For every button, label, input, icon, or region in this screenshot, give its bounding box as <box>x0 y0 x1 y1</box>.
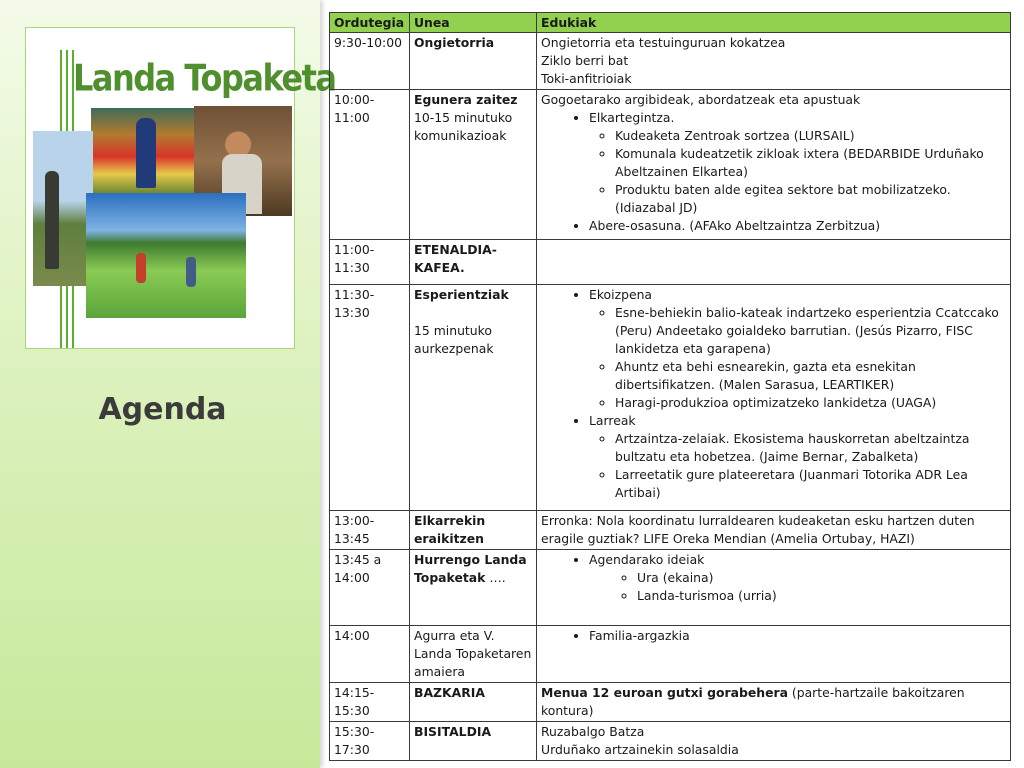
content-line: Urduñako artzainekin solasaldia <box>541 742 739 757</box>
unea-cell: BAZKARIA <box>410 683 537 722</box>
time-cell: 11:00- 11:30 <box>330 240 410 285</box>
sub-list-item: ◦ Kudeaketa Zentroak sortzea (LURSAIL) <box>615 127 1006 145</box>
list-item <box>589 412 1006 502</box>
logo-title: Landa Topaketa <box>73 56 336 100</box>
landa-topaketa-logo <box>25 27 336 349</box>
sub-list <box>589 127 1006 217</box>
table-row <box>330 683 1011 722</box>
shepherd-photo <box>33 131 93 286</box>
list-item: • Abere-osasuna. (AFAko Abeltzaintza Zerbitzua) <box>589 217 1006 235</box>
unea-rest: …. <box>485 570 506 585</box>
agenda-heading: Agenda <box>98 392 227 427</box>
agenda-table <box>329 12 1011 761</box>
table-row <box>330 285 1011 511</box>
sub-list <box>589 304 1006 412</box>
edukiak-cell <box>537 90 1011 240</box>
rice-field-photo <box>86 193 246 318</box>
list-item-text: Ekoizpena <box>589 287 653 302</box>
unea-rest: 10-15 minutuko komunikazioak <box>414 110 513 143</box>
bullet-list <box>541 286 1006 502</box>
content-line: Ziklo berri bat <box>541 53 629 68</box>
time-cell: 14:00 <box>330 626 410 683</box>
edukiak-cell <box>537 240 1011 285</box>
table-row <box>330 722 1011 761</box>
content-rest: (parte-hartzaile bakoitzaren kontura) <box>541 685 965 718</box>
edukiak-cell <box>537 722 1011 761</box>
list-item-text: Agendarako ideiak <box>589 552 705 567</box>
edukiak-cell <box>537 683 1011 722</box>
unea-cell: Agurra eta V. Landa Topaketaren amaiera <box>410 626 537 683</box>
bullet-list <box>541 551 1006 605</box>
unea-cell: Elkarrekin eraikitzen <box>410 511 537 550</box>
unea-cell <box>410 550 537 626</box>
list-item <box>589 109 1006 217</box>
list-item <box>589 551 1006 605</box>
edukiak-cell: Erronka: Nola koordinatu lurraldearen kudeaketan esku hartzen duten eragile guztiak? LIFE Oreka Mendian (Amelia Ortubay, HAZI) <box>537 511 1011 550</box>
sub-list-item: ◦ Artzaintza-zelaiak. Ekosistema hauskorretan abeltzaintza bultzatu eta hobetzea. (Jaime Bernar, Zabalketa) <box>615 430 1006 466</box>
unea-bold: Egunera zaitez <box>414 92 518 107</box>
bullet-list <box>541 627 1006 645</box>
bullet-list <box>541 109 1006 235</box>
sub-list-item: ◦ Produktu baten alde egitea sektore bat mobilizatzeko. (Idiazabal JD) <box>615 181 1006 217</box>
sub-list-item: ◦ Landa-turismoa (urria) <box>637 587 1006 605</box>
content-bold: Menua 12 euroan gutxi gorabehera <box>541 685 788 700</box>
unea-cell <box>410 285 537 511</box>
sub-list-item: ◦ Ura (ekaina) <box>637 569 1006 587</box>
header-edukiak: Edukiak <box>537 13 1011 33</box>
unea-cell: ETENALDIA-KAFEA. <box>410 240 537 285</box>
market-photo <box>91 108 196 196</box>
sub-list <box>589 430 1006 502</box>
edukiak-cell <box>537 285 1011 511</box>
sub-list-item: ◦ Ahuntz eta behi esnearekin, gazta eta esnekitan dibertsifikatzen. (Malen Sarasua, LEARTIKER) <box>615 358 1006 394</box>
table-row <box>330 33 1011 90</box>
time-cell: 9:30-10:00 <box>330 33 410 90</box>
sub-list-item: ◦ Esne-behiekin balio-kateak indartzeko esperientzia Ccatccako (Peru) Andeetako goialdeko barrutian. (Jesús Pizarro, FISC lankidetza eta garapena) <box>615 304 1006 358</box>
list-item <box>589 286 1006 412</box>
table-row <box>330 240 1011 285</box>
time-cell: 15:30- 17:30 <box>330 722 410 761</box>
unea-cell: Ongietorria <box>410 33 537 90</box>
unea-rest: 15 minutuko aurkezpenak <box>414 323 494 356</box>
edukiak-cell <box>537 33 1011 90</box>
content-line: Ongietorria eta testuinguruan kokatzea <box>541 35 786 50</box>
header-unea: Unea <box>410 13 537 33</box>
sidebar <box>0 0 336 768</box>
time-cell: 13:45 a 14:00 <box>330 550 410 626</box>
table-row <box>330 511 1011 550</box>
unea-cell <box>410 90 537 240</box>
unea-cell: BISITALDIA <box>410 722 537 761</box>
time-cell: 14:15- 15:30 <box>330 683 410 722</box>
unea-bold: Hurrengo Landa Topaketak <box>414 552 527 585</box>
content-line: Ruzabalgo Batza <box>541 724 645 739</box>
header-ordutegia: Ordutegia <box>330 13 410 33</box>
sub-list-item: ◦ Haragi-produkzioa optimizatzeko lankidetza (UAGA) <box>615 394 1006 412</box>
sub-list-item: ◦ Komunala kudeatzetik zikloak ixtera (BEDARBIDE Urduñako Abeltzainen Elkartea) <box>615 145 1006 181</box>
table-row <box>330 90 1011 240</box>
sub-list <box>589 569 1006 605</box>
unea-bold: Esperientziak <box>414 287 509 302</box>
edukiak-cell <box>537 550 1011 626</box>
list-item-text: Elkartegintza. <box>589 110 675 125</box>
time-cell: 10:00- 11:00 <box>330 90 410 240</box>
table-header-row <box>330 13 1011 33</box>
edukiak-cell <box>537 626 1011 683</box>
list-item: • Familia-argazkia <box>589 627 1006 645</box>
time-cell: 13:00- 13:45 <box>330 511 410 550</box>
list-item-text: Larreak <box>589 413 636 428</box>
table-row <box>330 550 1011 626</box>
sub-list-item: ◦ Larreetatik gure plateeretara (Juanmari Totorika ADR Lea Artibai) <box>615 466 1006 502</box>
table-row <box>330 626 1011 683</box>
content-line: Gogoetarako argibideak, abordatzeak eta apustuak <box>541 92 861 107</box>
content-line: Toki-anfitrioiak <box>541 71 632 86</box>
time-cell: 11:30- 13:30 <box>330 285 410 511</box>
